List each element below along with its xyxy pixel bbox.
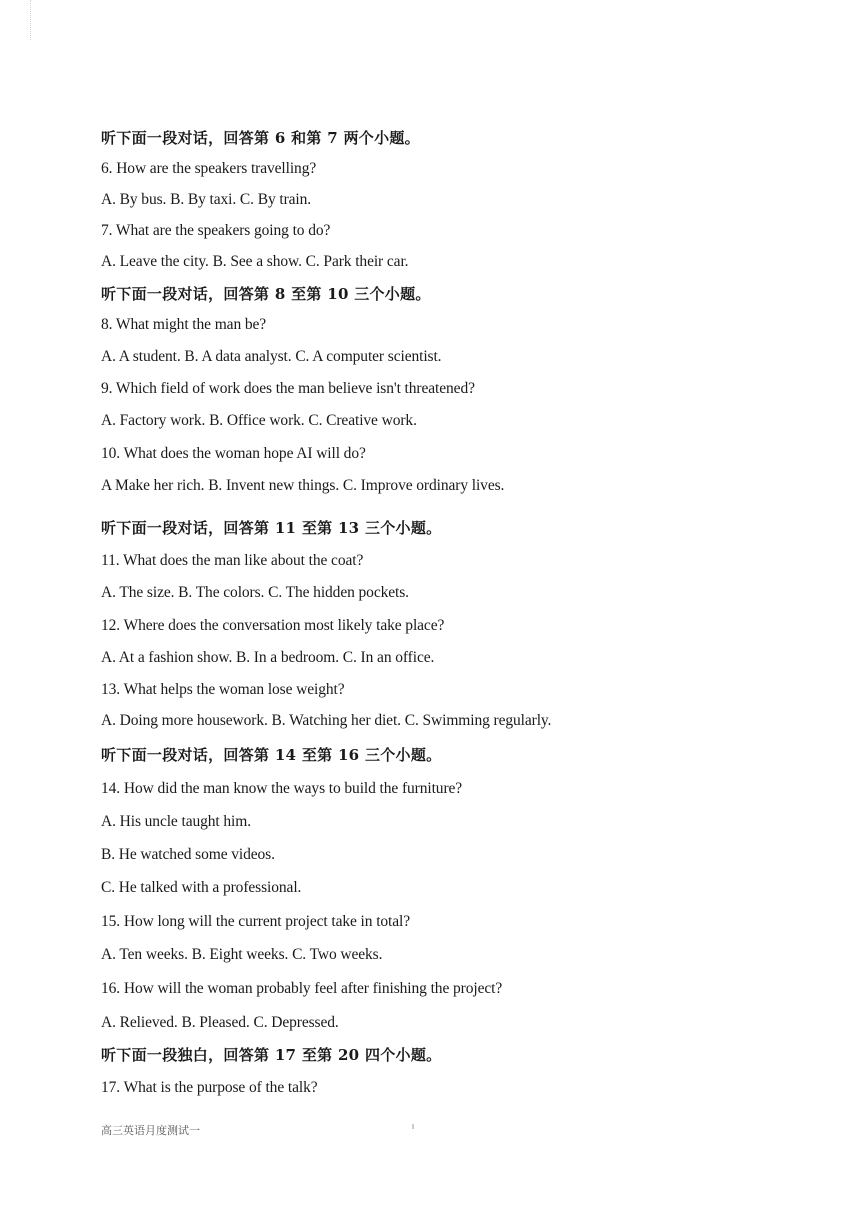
section-heading: 听下面一段对话，回答第 14 至第 16 三个小题。 [101, 746, 442, 764]
options-line: A. By bus. B. By taxi. C. By train. [101, 191, 312, 208]
question-line: 12. Where does the conversation most likely take place? [101, 617, 445, 634]
question-line: 8. What might the man be? [101, 316, 267, 333]
options-line: A. The size. B. The colors. C. The hidden pockets. [101, 584, 409, 601]
question-line: 10. What does the woman hope AI will do? [101, 445, 366, 462]
option-line: B. He watched some videos. [101, 846, 275, 863]
section-heading: 听下面一段对话，回答第 8 至第 10 三个小题。 [101, 285, 431, 303]
question-line: 7. What are the speakers going to do? [101, 222, 331, 239]
section-heading: 听下面一段对话，回答第 11 至第 13 三个小题。 [101, 519, 442, 537]
question-line: 9. Which field of work does the man believe isn't threatened? [101, 380, 475, 397]
question-line: 14. How did the man know the ways to build the furniture? [101, 780, 463, 797]
option-line: A. His uncle taught him. [101, 813, 251, 830]
section-heading: 听下面一段独白，回答第 17 至第 20 四个小题。 [101, 1046, 442, 1064]
options-line: A. Factory work. B. Office work. C. Creative work. [101, 412, 417, 429]
options-line: A. Leave the city. B. See a show. C. Park their car. [101, 253, 409, 270]
options-line: A. Ten weeks. B. Eight weeks. C. Two weeks. [101, 946, 383, 963]
question-line: 6. How are the speakers travelling? [101, 160, 317, 177]
options-line: A Make her rich. B. Invent new things. C. Improve ordinary lives. [101, 477, 505, 494]
options-line: A. A student. B. A data analyst. C. A computer scientist. [101, 348, 442, 365]
section-heading: 听下面一段对话，回答第 6 和第 7 两个小题。 [101, 129, 420, 147]
scan-artifact [30, 0, 45, 40]
scan-speck [412, 1124, 414, 1129]
question-line: 17. What is the purpose of the talk? [101, 1079, 318, 1096]
question-line: 16. How will the woman probably feel after finishing the project? [101, 980, 503, 997]
options-line: A. Doing more housework. B. Watching her diet. C. Swimming regularly. [101, 712, 552, 729]
page-footer: 高三英语月度测试一 [101, 1124, 200, 1137]
question-line: 13. What helps the woman lose weight? [101, 681, 345, 698]
question-line: 11. What does the man like about the coat? [101, 552, 364, 569]
option-line: C. He talked with a professional. [101, 879, 302, 896]
options-line: A. Relieved. B. Pleased. C. Depressed. [101, 1014, 339, 1031]
options-line: A. At a fashion show. B. In a bedroom. C. In an office. [101, 649, 435, 666]
question-line: 15. How long will the current project take in total? [101, 913, 411, 930]
